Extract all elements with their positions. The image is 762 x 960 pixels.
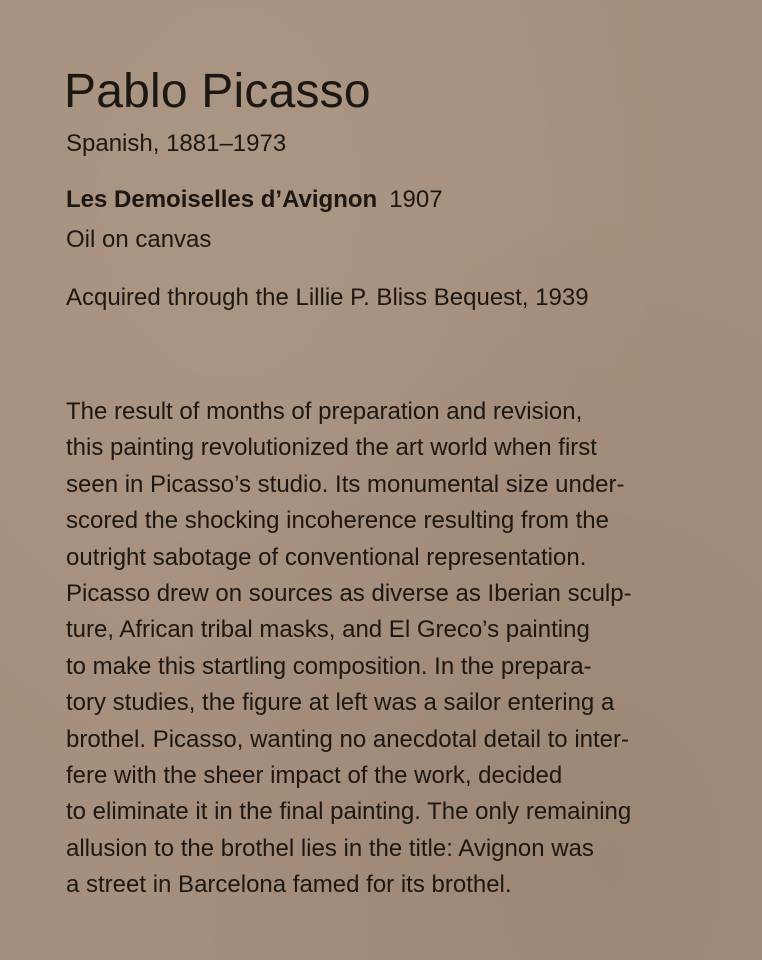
description-text (66, 394, 706, 904)
description-line: tory studies, the figure at left was a sailor entering a (66, 689, 615, 717)
description-line: ture, African tribal masks, and El Greco’s painting (66, 616, 590, 644)
artwork-year: 1907 (389, 186, 443, 213)
description-line: this painting revolutionized the art world when first (66, 434, 597, 462)
artwork-title-line (66, 184, 443, 216)
description-line: outright sabotage of conventional representation. (66, 543, 587, 571)
description-line: scored the shocking incoherence resulting from the (66, 507, 609, 535)
description-line: allusion to the brothel lies in the title: Avignon was (66, 834, 594, 862)
artwork-medium: Oil on canvas (66, 226, 212, 253)
description-line: Picasso drew on sources as diverse as Iberian sculp- (66, 580, 632, 608)
description-line: brothel. Picasso, wanting no anecdotal detail to inter- (66, 725, 630, 753)
description-line: a street in Barcelona famed for its brothel. (66, 871, 512, 899)
description-line: The result of months of preparation and revision, (66, 398, 583, 425)
artwork-title: Les Demoiselles d’Avignon (66, 186, 378, 213)
credit-line: Acquired through the Lillie P. Bliss Bequest, 1939 (66, 284, 589, 311)
artist-nationality-dates: Spanish, 1881–1973 (66, 130, 287, 157)
description-line: fere with the sheer impact of the work, decided (66, 762, 563, 790)
description-line: seen in Picasso’s studio. Its monumental size under- (66, 470, 625, 498)
artist-name: Pablo Picasso (64, 65, 371, 118)
description-line: to eliminate it in the final painting. The only remaining (66, 798, 632, 826)
description-line: to make this startling composition. In the prepara- (66, 652, 592, 680)
